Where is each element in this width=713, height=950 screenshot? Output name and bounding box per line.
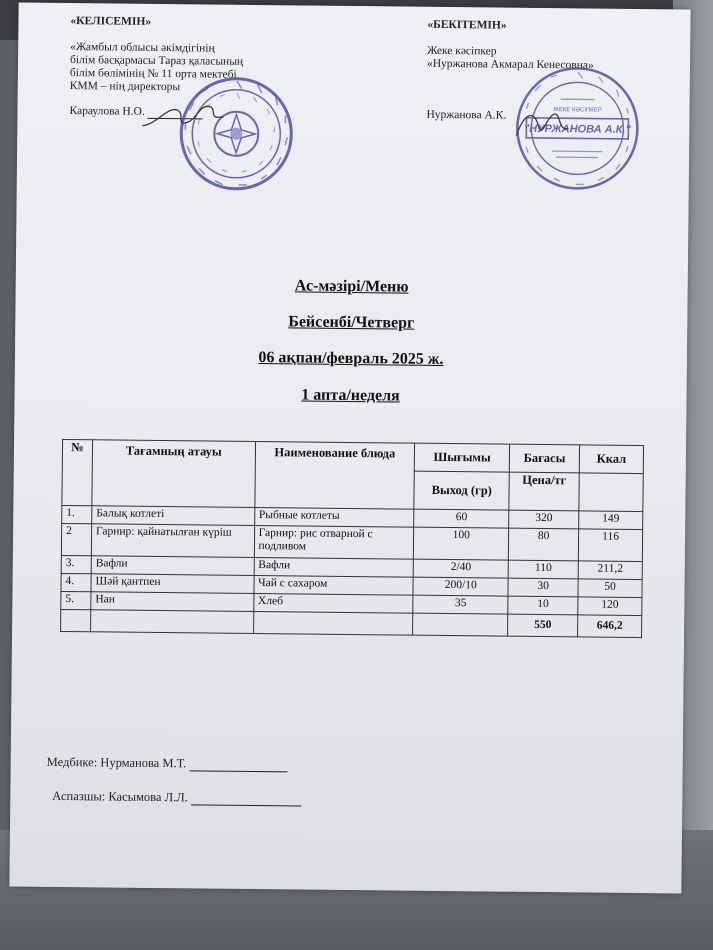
row-price: 10	[508, 596, 578, 615]
total-empty-3	[253, 611, 413, 635]
approval-left-line3: білім бөлімінің № 11 орта мектебі	[69, 67, 237, 81]
approval-right-signer: Нуржанова А.К.	[426, 108, 507, 122]
table-total-row	[61, 609, 642, 637]
row-name-kz: Гарнир: қайнатылған күріш	[91, 524, 254, 558]
row-output: 2/40	[413, 559, 508, 578]
row-kcal: 149	[579, 511, 643, 530]
cook-signature-line	[191, 792, 301, 806]
cook-signature	[52, 789, 301, 807]
approval-left-line4: КММ – нің директоры	[69, 80, 181, 94]
row-name-kz: Балық котлеті	[92, 506, 255, 526]
row-kcal: 120	[578, 597, 642, 616]
header-output-ru: Выход (гр)	[414, 471, 509, 510]
total-price: 550	[508, 614, 578, 637]
row-output: 200/10	[413, 577, 508, 596]
approval-left-signer: Караулова Н.О.	[69, 105, 145, 118]
approval-left-line2: білім басқармасы Тараз қаласының	[69, 54, 244, 68]
approval-left-line1: «Жамбыл облысы әкімдігінің	[70, 41, 215, 55]
header-name-ru: Наименование блюда	[254, 442, 414, 510]
row-kcal: 211,2	[578, 561, 642, 580]
document-page	[9, 3, 690, 894]
nurse-signature-line	[189, 758, 287, 772]
stamp-right-name: "НУРЖАНОВА А.К."	[523, 122, 631, 136]
row-num: 1.	[62, 505, 92, 523]
title-day: Бейсенбі/Четверг	[288, 313, 415, 332]
header-price-kz: Бағасы	[509, 444, 579, 473]
header-output-kz: Шығымы	[415, 443, 510, 472]
stamp-right-sub: ЖЕКЕ КӘСІПКЕР	[553, 107, 602, 114]
header-price-ru: Цена/тг	[509, 472, 579, 511]
title-week: 1 апта/неделя	[301, 386, 400, 405]
table-header-row	[62, 439, 643, 473]
row-name-kz: Вафли	[91, 556, 254, 576]
row-price: 80	[508, 528, 578, 561]
header-kcal: Ккал	[579, 445, 643, 474]
nurse-label: Медбике: Нурманова М.Т.	[46, 754, 187, 771]
row-price: 110	[508, 560, 578, 579]
row-name-kz: Шәй қантпен	[91, 574, 254, 594]
row-num: 4.	[61, 573, 91, 591]
total-empty-2	[91, 610, 254, 634]
approval-right-line1: Жеке кәсіпкер	[427, 44, 497, 58]
row-name-ru: Вафли	[254, 557, 414, 577]
row-price: 30	[508, 578, 578, 597]
total-empty-1	[61, 609, 91, 631]
row-num: 5.	[61, 591, 91, 609]
title-menu: Ас-мәзірі/Меню	[294, 277, 409, 296]
row-name-kz: Нан	[91, 592, 254, 612]
total-kcal: 646,2	[578, 615, 642, 638]
row-num: 3.	[61, 555, 91, 573]
row-kcal: 50	[578, 579, 642, 598]
menu-table	[60, 439, 644, 638]
header-name-kz: Тағамның атауы	[92, 440, 255, 508]
row-name-ru: Гарнир: рис отварной с подливом	[254, 526, 414, 560]
row-name-ru: Хлеб	[253, 593, 413, 613]
signature-right	[512, 106, 572, 147]
cook-label: Аспазшы: Касымова Л.Л.	[52, 788, 188, 805]
signature-left	[137, 96, 227, 137]
header-kcal-empty	[579, 473, 643, 512]
row-price: 320	[509, 510, 579, 529]
header-num: №	[62, 439, 93, 505]
row-name-ru: Чай с сахаром	[254, 575, 414, 595]
row-name-ru: Рыбные котлеты	[254, 508, 414, 528]
row-kcal: 116	[578, 529, 642, 562]
row-output: 60	[414, 509, 509, 528]
title-date: 06 ақпан/февраль 2025 ж.	[258, 349, 444, 368]
approval-left-heading: «КЕЛІСЕМІН»	[70, 15, 152, 28]
total-empty-4	[413, 613, 508, 636]
row-output: 35	[413, 595, 508, 614]
row-output: 100	[414, 527, 509, 560]
row-num: 2	[61, 523, 91, 555]
nurse-signature	[47, 755, 288, 773]
approval-right-line2: «Нуржанова Акмарал Кенесовна»	[426, 57, 594, 72]
approval-right-heading: «БЕКІТЕМІН»	[427, 18, 507, 32]
